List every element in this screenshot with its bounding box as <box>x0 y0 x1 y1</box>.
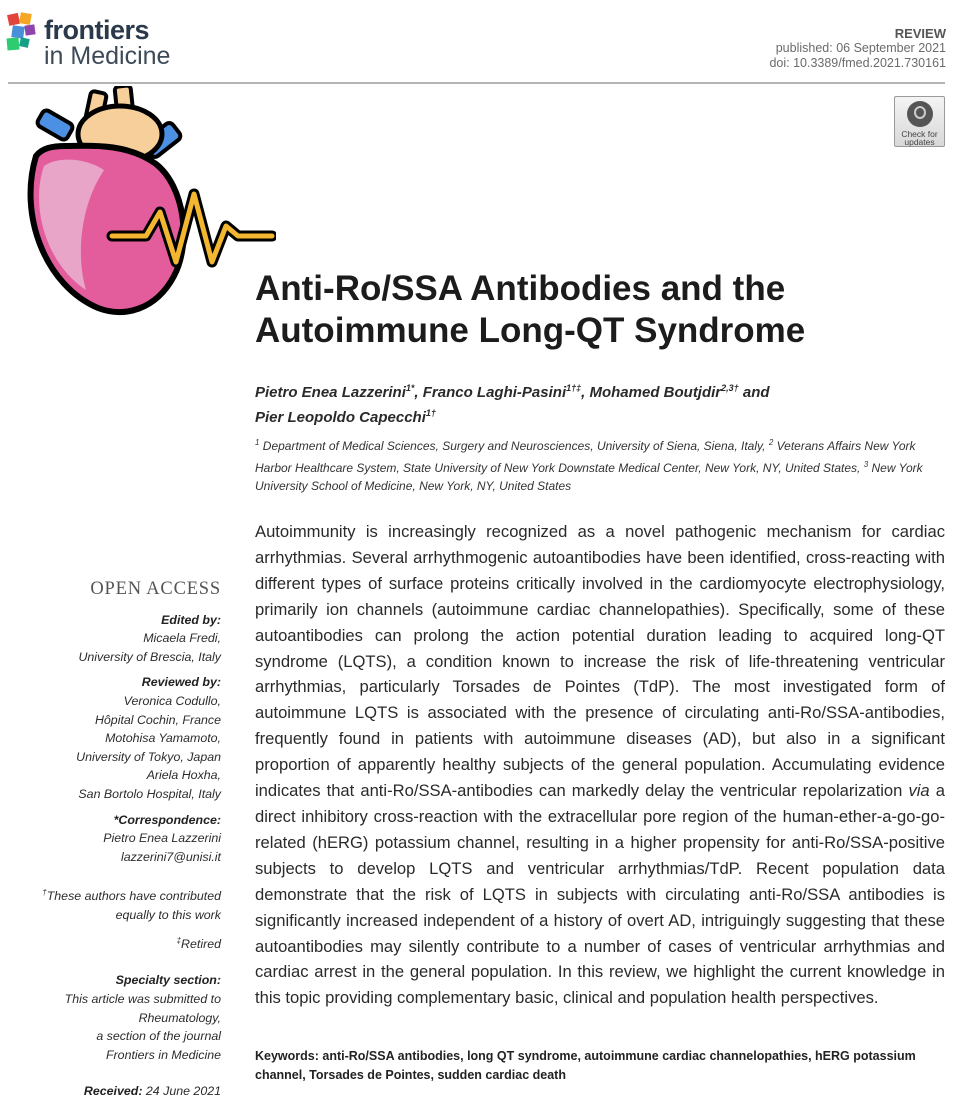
contribution-note <box>6 884 221 906</box>
editor-affiliation: University of Brescia, Italy <box>78 649 221 664</box>
correspondence-label: *Correspondence: <box>113 812 221 827</box>
correspondence-name: Pietro Enea Lazzerini <box>103 831 221 846</box>
affil-sup: 1 <box>255 438 260 447</box>
author-list <box>255 378 945 428</box>
author-name[interactable]: Franco Laghi-Pasini <box>422 384 567 401</box>
affil-text: Department of Medical Sciences, Surgery and Neurosciences, University of Siena, Siena, Italy, <box>259 439 769 453</box>
keywords <box>255 1047 945 1084</box>
received-date: 24 June 2021 <box>142 1084 221 1099</box>
correspondence-email[interactable]: lazzerini7@unisi.it <box>120 849 221 864</box>
specialty-line: This article was submitted to <box>64 991 221 1006</box>
title-line-2: Autoimmune Long-QT Syndrome <box>255 311 806 350</box>
article-title <box>255 268 945 352</box>
author-sep: , <box>581 384 590 401</box>
contribution-line-2: equally to this work <box>115 908 221 923</box>
edited-by-label: Edited by: <box>161 612 221 627</box>
title-line-1: Anti-Ro/SSA Antibodies and the <box>255 269 786 308</box>
article-meta <box>769 26 946 71</box>
article-type: REVIEW <box>894 26 946 41</box>
header-divider <box>8 82 945 84</box>
check-updates-label-2: updates <box>904 137 935 147</box>
reviewer-line[interactable]: Ariela Hoxha, <box>146 768 221 783</box>
affil-sup: 2 <box>768 438 774 447</box>
doi-link[interactable]: doi: 10.3389/fmed.2021.730161 <box>769 56 946 70</box>
editor-name[interactable]: Micaela Fredi, <box>143 631 221 646</box>
published-date: published: 06 September 2021 <box>775 41 946 55</box>
specialty-line: Rheumatology, <box>138 1010 221 1025</box>
author-sup: 1† <box>425 408 436 418</box>
reviewer-line[interactable]: Veronica Codullo, <box>123 693 221 708</box>
affil-text: New York University School of Medicine, New York, NY, United States <box>255 460 923 493</box>
author-sep: , <box>414 384 423 401</box>
affil-sup: 3 <box>863 459 869 469</box>
abstract-text-1: Autoimmunity is increasingly recognized as a novel pathogenic mechanism for cardiac arrhythmias. Several arrhythmogenic autoantibodies have been identified, cross-reacting with different types of surface proteins critically involved in the cardiomyocyte electrophysiology, primarily ion channels (autoimmune cardiac channelopathies). Specifically, some of these autoantibodies can prolong the action potential duration leading to acquired long-QT syndrome (LQTS), a condition known to increase the risk of life-threatening ventricular arrhythmias, particularly Torsades de Pointes (TdP). The most investigated form of autoimmune LQTS is associated with the presence of circulating anti-Ro/SSA-antibodies, frequently found in patients with autoimmune diseases (AD), but also in a significant proportion of apparently healthy subjects of the general population. Accumulating evidence indicates that anti-Ro/SSA-antibodies can markedly delay the ventricular repolarization <box>255 522 945 801</box>
journal-logo[interactable] <box>6 8 206 74</box>
retired-note <box>6 932 221 954</box>
author-sup: 1* <box>405 383 415 393</box>
retired-text: Retired <box>181 936 221 951</box>
article-sidebar <box>6 580 221 1101</box>
check-updates-label-1: Check for <box>901 129 938 139</box>
open-access-label: OPEN ACCESS <box>90 579 221 599</box>
reviewed-by-label: Reviewed by: <box>141 675 221 690</box>
abstract-text-2: a direct inhibitory cross-reaction with the extracellular pore region of the human-ether-a-go-go-related (hERG) potassium channel, resulting in a higher propensity for anti-Ro/SSA-positive subjects to develop LQTS and ventricular arrhythmias/TdP. Recent population data demonstrate that the risk of LQTS in subjects with circulating anti-Ro/SSA antibodies is significantly increased independent of a history of overt AD, intriguingly suggesting that these autoantibodies may silently contribute to a number of cases of ventricular arrhythmias and cardiac arrest in the general population. In this review, we highlight the current knowledge in this topic providing complementary basic, clinical and population health perspectives. <box>255 781 945 1008</box>
keywords-list: anti-Ro/SSA antibodies, long QT syndrome, autoimmune cardiac channelopathies, hERG potassium channel, Torsades de Pointes, sudden cardiac death <box>255 1049 916 1082</box>
reviewer-line: Hôpital Cochin, France <box>94 712 221 727</box>
check-updates-icon <box>907 101 933 127</box>
dagger-mark: † <box>42 888 47 898</box>
keywords-label: Keywords: <box>255 1049 319 1063</box>
frontiers-logo-icon <box>6 12 42 56</box>
check-for-updates-button[interactable] <box>894 96 945 147</box>
specialty-line: Frontiers in Medicine <box>105 1047 221 1062</box>
journal-name: in Medicine <box>44 42 171 70</box>
heart-ecg-illustration <box>16 86 276 326</box>
brand-name: frontiers <box>44 15 150 45</box>
author-name[interactable]: Pier Leopoldo Capecchi <box>255 409 426 426</box>
received-label: Received: <box>83 1084 143 1099</box>
double-dagger-mark: ‡ <box>176 935 182 945</box>
reviewer-line: University of Tokyo, Japan <box>76 749 221 764</box>
abstract <box>255 519 945 1011</box>
affil-text: Veterans Affairs New York Harbor Healthcare System, State University of New York Downstate Medical Center, New York, NY, United States, <box>255 439 916 475</box>
author-sep: and <box>738 384 770 401</box>
abstract-via: via <box>908 781 930 801</box>
author-sup: 1†‡ <box>566 383 582 393</box>
specialty-line: a section of the journal <box>96 1029 221 1044</box>
specialty-section-label: Specialty section: <box>115 973 221 988</box>
author-name[interactable]: Pietro Enea Lazzerini <box>255 384 406 401</box>
reviewer-line[interactable]: Motohisa Yamamoto, <box>105 731 221 746</box>
author-sup: 2,3† <box>721 383 739 393</box>
received-date-line <box>6 1082 221 1101</box>
contribution-line-1: These authors have contributed <box>46 889 221 904</box>
author-name[interactable]: Mohamed Boutjdir <box>589 384 722 401</box>
reviewer-line: San Bortolo Hospital, Italy <box>78 786 221 801</box>
affiliations <box>255 434 949 496</box>
